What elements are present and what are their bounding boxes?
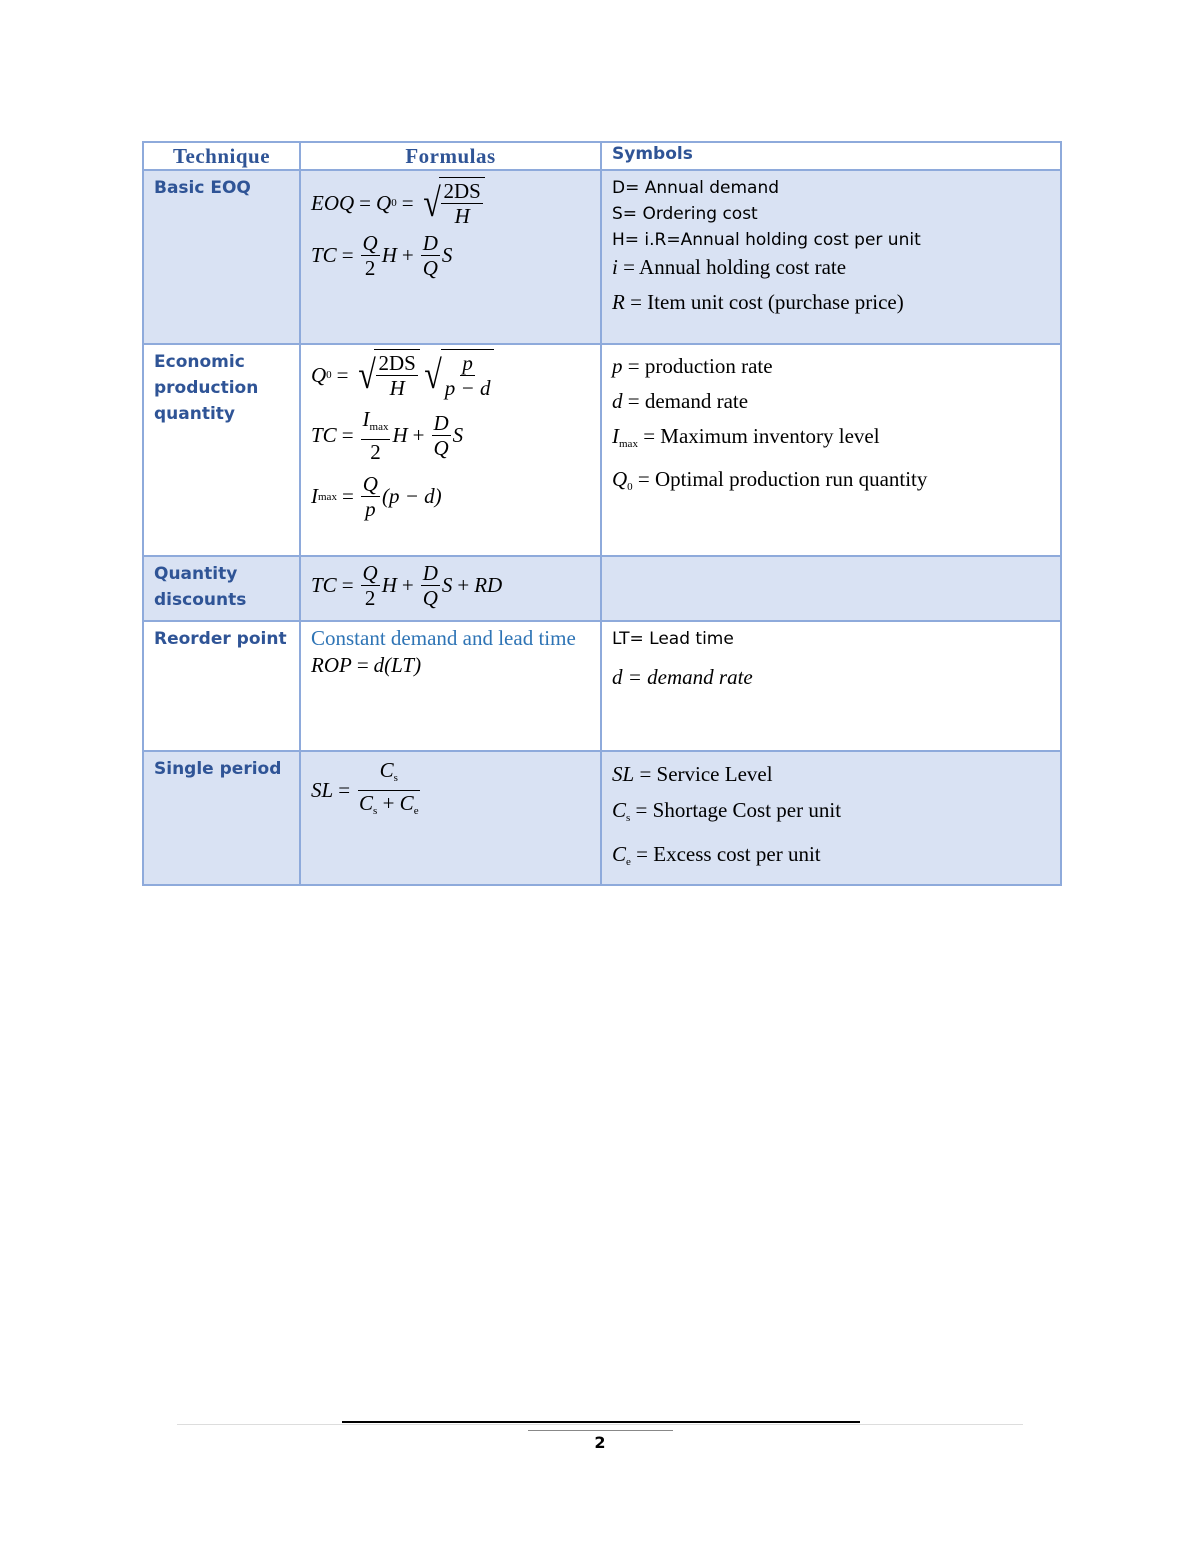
technique-cell: Reorder point bbox=[143, 621, 300, 751]
symbol-line: LT= Lead time bbox=[612, 629, 734, 649]
symbol-line: $Q_0$ = Optimal production run quantity bbox=[612, 467, 928, 493]
square-root: √ $\frac{2DS}{H}$ bbox=[421, 177, 485, 229]
technique-cell: Basic EOQ bbox=[143, 170, 300, 344]
symbol-line: $I_{max}$ = Maximum inventory level bbox=[612, 424, 880, 450]
formula-cell bbox=[300, 621, 601, 751]
symbols-cell bbox=[601, 170, 1061, 344]
symbol-line: $C_e$ = Excess cost per unit bbox=[612, 842, 821, 868]
symbols-cell bbox=[601, 751, 1061, 885]
table-row bbox=[143, 621, 1061, 751]
quantity-discount-formula: TC = $\frac{Q}{2}$ H + $\frac{D}{Q}$ S + RD bbox=[311, 561, 503, 610]
header-symbols: Symbols bbox=[601, 142, 1061, 170]
formula-cell bbox=[300, 170, 601, 344]
symbol-line: R = Item unit cost (purchase price) bbox=[612, 290, 904, 314]
symbol-line: d = demand rate bbox=[612, 389, 749, 413]
technique-cell: Single period bbox=[143, 751, 300, 885]
footer-rule bbox=[342, 1421, 860, 1423]
footer-divider bbox=[177, 1424, 1023, 1425]
symbols-cell bbox=[601, 344, 1061, 556]
symbol-line: S= Ordering cost bbox=[612, 204, 758, 224]
symbol-line: SL = Service Level bbox=[612, 762, 773, 786]
symbol-line: H= i.R=Annual holding cost per unit bbox=[612, 230, 921, 250]
footer-rule-short bbox=[528, 1430, 673, 1431]
epq-total-cost-formula: TC = $\frac{I_{max}}{2}$ H + $\frac{D}{Q}$ S bbox=[311, 407, 464, 464]
inventory-formulas-table bbox=[142, 141, 1062, 886]
header-formulas: Formulas bbox=[300, 142, 601, 170]
page-number: 2 bbox=[594, 1433, 606, 1452]
table-row bbox=[143, 751, 1061, 885]
max-inventory-formula: I max = $\frac{Q}{p}$ (p − d) bbox=[311, 472, 442, 521]
symbol-line: d = demand rate bbox=[612, 665, 753, 689]
eoq-formula: EOQ = Q 0 = √ $\frac{2DS}{H}$ bbox=[311, 177, 590, 229]
reorder-point-formula: ROP = d(LT) bbox=[311, 653, 422, 677]
epq-formula: Q 0 = √ $\frac{2DS}{H}$ √ $\frac{p}{p - d}$ bbox=[311, 349, 590, 401]
formula-cell bbox=[300, 556, 601, 621]
formula-cell bbox=[300, 751, 601, 885]
total-cost-formula: TC = $\frac{Q}{2}$ H + $\frac{D}{Q}$ S bbox=[311, 231, 453, 280]
symbol-line: p = production rate bbox=[612, 354, 773, 378]
symbols-cell bbox=[601, 621, 1061, 751]
symbol-line: D= Annual demand bbox=[612, 178, 780, 198]
symbol-line: $C_s$ = Shortage Cost per unit bbox=[612, 798, 842, 824]
table-row bbox=[143, 344, 1061, 556]
symbols-cell bbox=[601, 556, 1061, 621]
technique-cell: Economic production quantity bbox=[143, 344, 300, 556]
formula-cell bbox=[300, 344, 601, 556]
table-row bbox=[143, 556, 1061, 621]
service-level-formula: SL = $\frac{C_s}{C_s + C_e}$ bbox=[311, 758, 419, 817]
symbol-line: i = Annual holding cost rate bbox=[612, 255, 847, 279]
table-header-row bbox=[143, 142, 1061, 170]
technique-cell: Quantity discounts bbox=[143, 556, 300, 621]
header-technique: Technique bbox=[143, 142, 300, 170]
table-row bbox=[143, 170, 1061, 344]
formula-caption: Constant demand and lead time bbox=[311, 626, 576, 650]
